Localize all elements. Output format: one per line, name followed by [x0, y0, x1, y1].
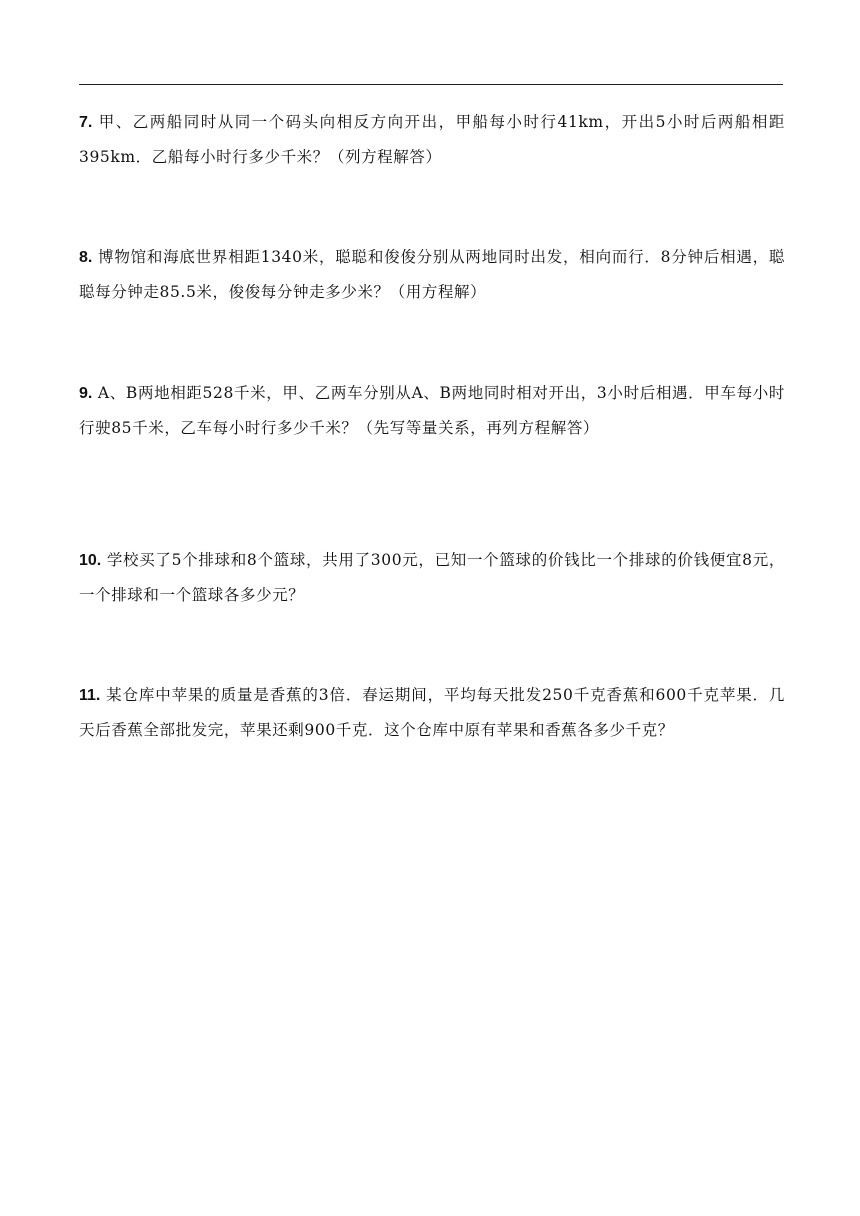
problem-text: 博物馆和海底世界相距1340米，聪聪和俊俊分别从两地同时出发，相向而行．8分钟后相遇，聪聪每分钟走85.5米，俊俊每分钟走多少米？（用方程解）: [79, 248, 785, 301]
problem-text: 学校买了5个排球和8个篮球，共用了300元，已知一个篮球的价钱比一个排球的价钱便宜8元，一个排球和一个篮球各多少元？: [79, 551, 786, 604]
problem-number: 7.: [79, 114, 93, 131]
problem-11: [79, 678, 785, 747]
problem-text: 某仓库中苹果的质量是香蕉的3倍．春运期间，平均每天批发250千克香蕉和600千克苹果．几天后香蕉全部批发完，苹果还剩900千克．这个仓库中原有苹果和香蕉各多少千克？: [79, 686, 786, 739]
problem-text: A、B两地相距528千米，甲、乙两车分别从A、B两地同时相对开出，3小时后相遇．甲车每小时行驶85千米，乙车每小时行多少千米？（先写等量关系，再列方程解答）: [79, 384, 785, 437]
problem-10: [79, 543, 785, 612]
problem-number: 10.: [79, 552, 102, 569]
problem-number: 11.: [79, 687, 101, 704]
problem-number: 9.: [79, 385, 93, 402]
problem-number: 8.: [79, 249, 93, 266]
problem-text: 甲、乙两船同时从同一个码头向相反方向开出，甲船每小时行41km，开出5小时后两船相距395km．乙船每小时行多少千米？（列方程解答）: [79, 113, 785, 166]
problem-8: [79, 240, 785, 309]
header-rule: [79, 84, 783, 85]
problem-9: [79, 376, 785, 445]
problem-7: [79, 105, 785, 174]
